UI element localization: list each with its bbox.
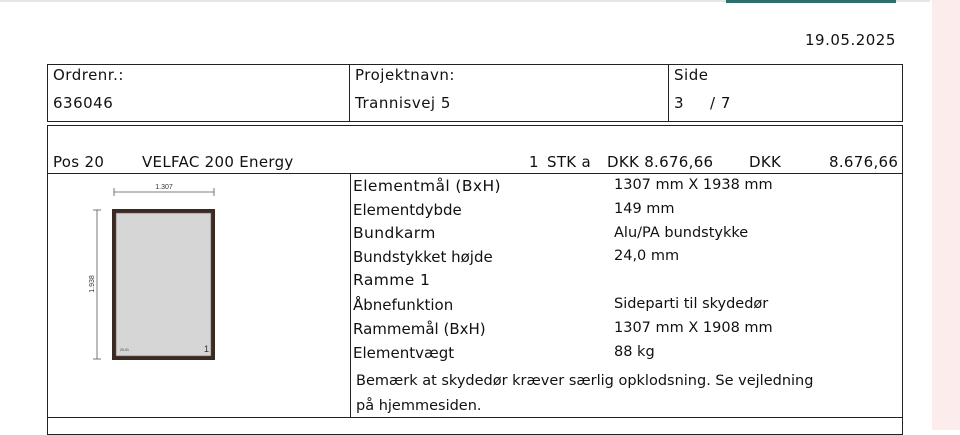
spec-value-sill-height: 24,0 mm [614,248,680,264]
position-block [47,125,903,435]
order-number-label: Ordrenr.: [53,66,124,84]
document-date: 19.05.2025 [805,31,896,49]
project-name-value: Trannisvej 5 [355,94,451,112]
spec-label-frame-1: Ramme 1 [353,271,431,289]
note-line-1: Bemærk at skydedør kræver særlig opklodsning. Se vejledning [356,373,814,389]
spec-label-element-size: Elementmål (BxH) [353,177,501,195]
total-currency: DKK [749,153,782,171]
page-label: Side [674,66,709,84]
window-small-code: 20-01 [120,348,129,352]
position-bottom-divider [48,417,902,418]
top-accent-bar [726,0,896,3]
position-number: Pos 20 [53,153,105,171]
spec-label-opening-function: Åbnefunktion [353,296,454,314]
total-price: 8.676,66 [829,153,899,171]
spec-value-opening-function: Sideparti til skydedør [614,296,769,312]
page-number [674,94,731,112]
height-dimension-label: 1.938 [89,275,96,293]
page-total: / 7 [710,94,731,112]
window-corner-mark: 1 [204,344,210,354]
unit-price: DKK 8.676,66 [607,153,714,171]
project-name-cell [350,65,669,121]
spec-value-bottom-frame: Alu/PA bundstykke [614,225,749,241]
spec-label-element-weight: Elementvægt [353,344,455,362]
spec-value-element-weight: 88 kg [614,344,655,360]
specification-divider [350,173,351,417]
project-name-label: Projektnavn: [355,66,455,84]
page-current: 3 [674,94,685,112]
spec-value-element-depth: 149 mm [614,201,675,217]
order-header-table [47,64,903,122]
page-cell [669,65,902,121]
right-margin-strip [932,0,960,430]
spec-label-element-depth: Elementdybde [353,201,462,219]
spec-value-element-size: 1307 mm X 1938 mm [614,177,773,193]
order-number-value: 636046 [53,94,114,112]
spec-label-bottom-frame: Bundkarm [353,224,436,242]
order-number-cell [48,65,350,121]
note-line-2: på hjemmesiden. [356,398,482,414]
quantity: 1 [529,153,539,171]
product-name: VELFAC 200 Energy [142,153,294,171]
spec-value-frame-size: 1307 mm X 1908 mm [614,320,773,336]
window-elevation-drawing [48,126,348,426]
window-glass [116,213,211,356]
width-dimension-label: 1.307 [155,184,173,191]
spec-label-frame-size: Rammemål (BxH) [353,320,486,338]
quantity-unit: STK a [547,153,591,171]
spec-label-sill-height: Bundstykket højde [353,248,493,266]
